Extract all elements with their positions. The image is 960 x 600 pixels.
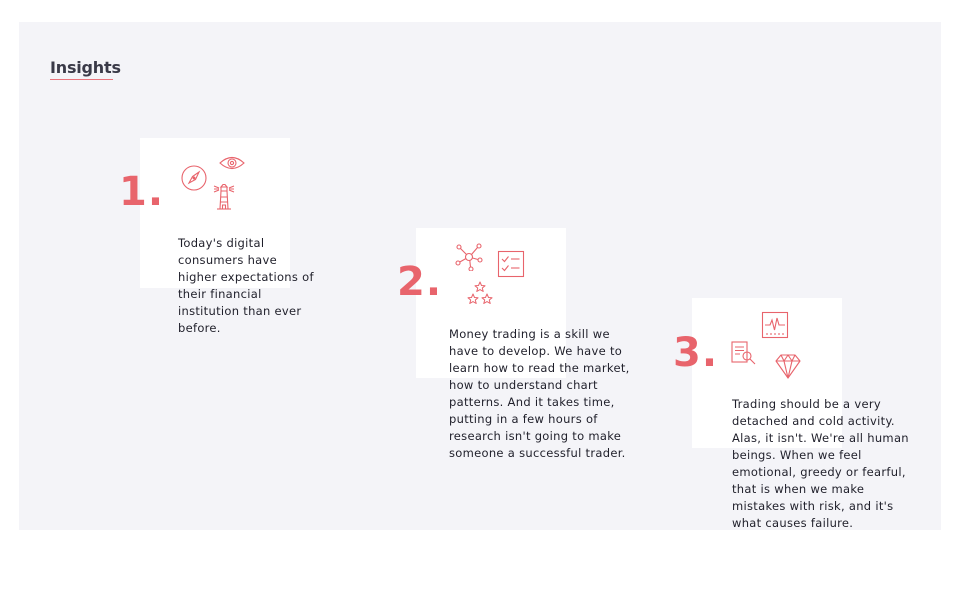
diamond-icon [774, 352, 802, 380]
title-underline [50, 79, 113, 80]
document-search-icon [730, 339, 758, 367]
insight-number-3: 3. [673, 330, 719, 376]
page-title: Insights [50, 58, 121, 77]
checklist-icon [497, 250, 525, 278]
insight-text-1: Today's digital consumers have higher expectations of their financial institution than ever before. [178, 236, 314, 335]
insight-number-2: 2. [397, 259, 443, 305]
eye-icon [219, 155, 245, 171]
insight-text-2: Money trading is a skill we have to develop. We have to learn how to read the market, how to understand chart patterns. And it takes time, putting in a few hours of research isn't going to make someone a successful trader. [449, 327, 630, 460]
pulse-monitor-icon [761, 311, 789, 339]
lighthouse-icon [211, 183, 237, 211]
network-icon [455, 243, 483, 271]
stars-icon [466, 281, 494, 307]
insight-number-1: 1. [119, 169, 165, 215]
compass-icon [180, 164, 208, 192]
insight-text-3: Trading should be a very detached and cold activity. Alas, it isn't. We're all human beings. When we feel emotional, greedy or fearful, that is when we make mistakes with risk, and it's what causes failure. [732, 397, 909, 530]
